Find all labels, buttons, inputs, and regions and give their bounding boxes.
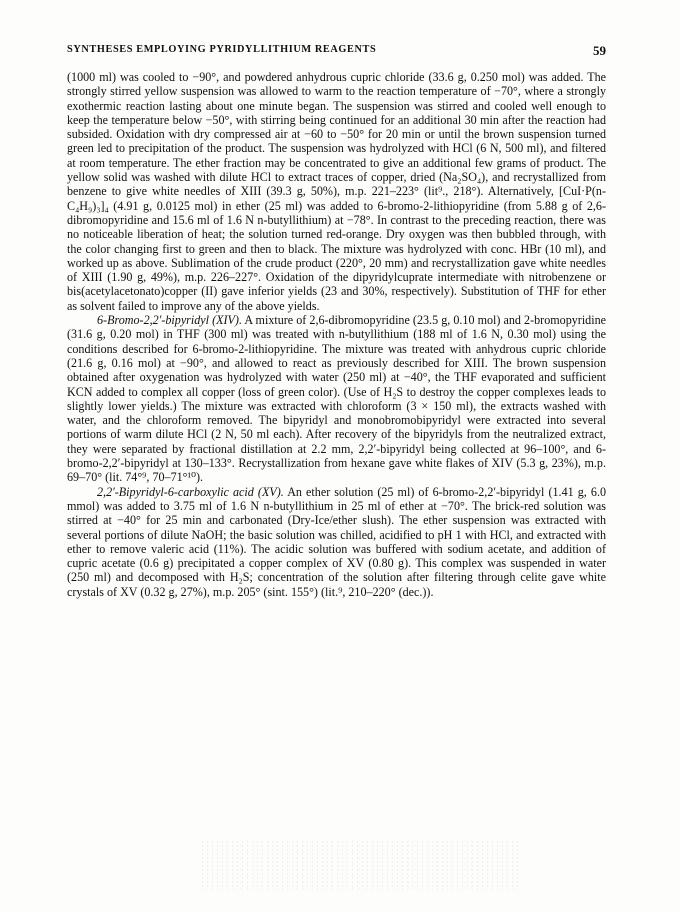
- compound-heading-xv: 2,2′-Bipyridyl-6-carboxylic acid (XV).: [97, 484, 284, 499]
- scan-noise: [200, 840, 520, 890]
- paragraph-2-text: A mixture of 2,6-dibromopyridine (23.5 g, 0.10 mol) and 2-bromopyridine (31.6 g, 0.20 mol) in THF (300 ml) was treated with n-butyllithium (188 ml of 1.6 N, 0.30 mol) using the conditions described for 6-bromo-2-lithiopyridine. The mixture was treated with anhydrous cupric chloride (21.6 g, 0.16 mol) at −90°, and allowed to react as previously described for XIII. The brown suspension obtained after oxygenation was hydrolyzed with water (250 ml) at −40°, the THF evaporated and sufficient KCN added to complex all copper (loss of green color). (Use of H₂S to destroy the copper complexes leads to slightly lower yields.) The mixture was extracted with chloroform (3 × 150 ml), the extracts washed with water, and the chloroform removed. The bipyridyl and monobromobipyridyl were extracted into several portions of warm dilute HCl (2 N, 50 ml each). After recovery of the bipyridyls from the neutralized extract, they were separated by fractional distillation at 2.2 mm, 2,2′-bipyridyl being collected at 96–100°, and 6-bromo-2,2′-bipyridyl at 130–133°. Recrystallization from hexane gave white flakes of XIV (5.3 g, 23%), m.p. 69–70° (lit. 74°⁹, 70–71°¹⁰).: [67, 313, 607, 485]
- page-number: 59: [593, 43, 606, 58]
- paragraph-3: [67, 485, 606, 599]
- body-text: [67, 70, 606, 599]
- running-head: SYNTHESES EMPLOYING PYRIDYLLITHIUM REAGENTS: [67, 44, 377, 55]
- compound-heading-xiv: 6-Bromo-2,2′-bipyridyl (XIV).: [97, 313, 242, 328]
- page-header: [67, 44, 606, 60]
- paragraph-2: [67, 313, 606, 485]
- paragraph-3-text: An ether solution (25 ml) of 6-bromo-2,2′-bipyridyl (1.41 g, 6.0 mmol) was added to 3.75 ml of 1.6 N n-butyllithium in 25 ml of ether at −70°. The brick-red solution was stirred at −40° for 25 min and carbonated (Dry-Ice/ether slush). The ether suspension was extracted with several portions of dilute NaOH; the basic solution was chilled, acidified to pH 1 with HCl, and extracted with ether to remove valeric acid (11%). The acidic solution was buffered with sodium acetate, and addition of cupric acetate (0.6 g) precipitated a copper complex of XV (0.80 g). This complex was suspended in water (250 ml) and decomposed with H₂S; concentration of the solution after filtering through celite gave white crystals of XV (0.32 g, 27%), m.p. 205° (sint. 155°) (lit.⁹, 210–220° (dec.)).: [67, 484, 607, 599]
- paragraph-1: (1000 ml) was cooled to −90°, and powdered anhydrous cupric chloride (33.6 g, 0.250 mol) was added. The strongly stirred yellow suspension was allowed to warm to the reaction temperature of −70°, where a strongly exothermic reaction lasting about one minute began. The suspension was stirred and cooled well enough to keep the temperature below −50°, with stirring being continued for an additional 30 min after the reaction had subsided. Oxidation with dry compressed air at −60 to −50° for 20 min or until the brown suspension turned green led to precipitation of the product. The suspension was hydrolyzed with HCl (6 N, 500 ml), and filtered at room temperature. The ether fraction may be concentrated to give an additional few grams of product. The yellow solid was washed with dilute HCl to extract traces of copper, dried (Na₂SO₄), and recrystallized from benzene to give white needles of XIII (39.3 g, 50%), m.p. 221–223° (lit⁹., 218°). Alternatively, [CuI·P(n-C₄H₉)₃]₄ (4.91 g, 0.0125 mol) in ether (25 ml) was added to 6-bromo-2-lithiopyridine (from 5.88 g of 2,6-dibromopyridine and 15.6 ml of 1.6 N n-butyllithium) at −78°. In contrast to the preceding reaction, there was no noticeable liberation of heat; the solution turned red-orange. Dry oxygen was then bubbled through, with the color changing first to green and then to black. The mixture was hydrolyzed with conc. HBr (10 ml), and worked up as above. Sublimation of the crude product (220°, 20 mm) and recrystallization gave white needles of XIII (1.90 g, 49%), m.p. 226–227°. Oxidation of the dipyridylcuprate intermediate with nitrobenzene or bis(acetylacetonato)copper (II) gave inferior yields (23 and 30%, respectively). Substitution of THF for ether as solvent failed to improve any of the above yields.: [67, 70, 606, 313]
